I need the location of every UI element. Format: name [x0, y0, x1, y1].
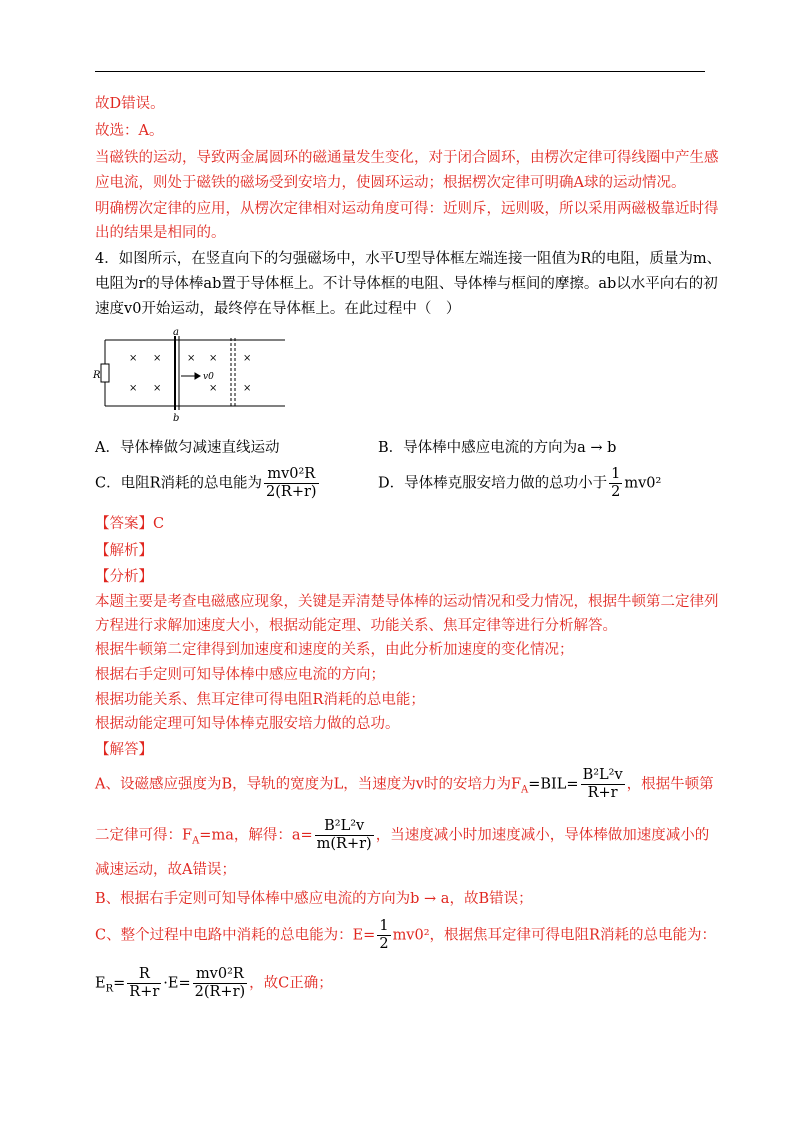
- analysis-line-2: 根据牛顿第二定律得到加速度和速度的关系，由此分析加速度的变化情况；: [95, 642, 574, 658]
- option-d-denominator: 2: [611, 484, 621, 500]
- analysis-line-5: 根据动能定理可知导体棒克服安培力做的总功。: [95, 716, 400, 732]
- solution-c2-f2-num: mv0²R: [193, 966, 248, 984]
- analysis-line-4: 根据功能关系、焦耳定律可得电阻R消耗的总电能；: [95, 692, 425, 708]
- solution-a2-denominator: m(R+r): [316, 836, 372, 852]
- jieda-tag: 【解答】: [95, 742, 153, 758]
- solution-a-denominator: R+r: [587, 785, 618, 801]
- field-cross: ×: [209, 383, 218, 394]
- field-cross: ×: [243, 353, 252, 364]
- solution-c2-eq: =: [113, 975, 126, 992]
- prev-line-1: 故D错误。: [95, 96, 165, 112]
- answer-tag: 【答案】: [95, 516, 153, 532]
- option-c-denominator: 2(R+r): [266, 484, 317, 500]
- label-v0: v0: [203, 372, 214, 382]
- field-cross: ×: [187, 353, 196, 364]
- analysis-line-3: 根据右手定则可知导体棒中感应电流的方向；: [95, 667, 385, 683]
- solution-c-half-num: 1: [379, 918, 389, 934]
- solution-c-text: C、整个过程中电路中消耗的总电能为：E=: [95, 927, 376, 944]
- solution-a-eq: =BIL=: [528, 776, 579, 793]
- field-cross: ×: [243, 383, 252, 394]
- solution-a-numerator: B²L²v: [582, 767, 623, 783]
- option-d-tail: mv0²: [624, 475, 662, 492]
- solution-c2-mid: ·E=: [163, 975, 191, 992]
- solution-c-half-den: 2: [379, 936, 389, 952]
- solution-c2-sub: R: [105, 983, 114, 995]
- option-d-text: D．导体棒克服安培力做的总功小于: [378, 475, 608, 492]
- label-b: b: [173, 413, 180, 424]
- question-line-2: 电阻为r的导体棒ab置于导体框上。不计导体框的电阻、导体棒与框间的摩擦。ab以水平向右的初: [95, 276, 718, 292]
- solution-a2-numerator: B²L²v: [315, 818, 374, 836]
- solution-b-line: B、根据右手定则可知导体棒中感应电流的方向为b → a，故B错误；: [95, 891, 533, 907]
- label-a: a: [173, 327, 179, 338]
- solution-c-tail: mv0²，根据焦耳定律可得电阻R消耗的总电能为：: [392, 927, 716, 944]
- label-R: R: [93, 370, 101, 381]
- solution-c-line-2: [95, 966, 333, 1001]
- prev-line-2: 故选：A。: [95, 123, 164, 139]
- solution-a-tail: ，根据牛顿第: [626, 776, 714, 793]
- field-cross: ×: [153, 353, 162, 364]
- option-d-numerator: 1: [611, 466, 621, 482]
- field-cross: ×: [129, 383, 138, 394]
- solution-c2-tail: ，故C正确；: [249, 975, 333, 992]
- answer-value: C: [153, 516, 165, 532]
- solution-a-text: A、设磁感应强度为B，导轨的宽度为L，当速度为v时的安培力为F: [95, 776, 522, 793]
- solution-c2-f1-den: R+r: [129, 984, 160, 1000]
- option-c: [95, 466, 321, 501]
- option-d: [378, 466, 661, 501]
- circuit-diagram: [95, 328, 290, 423]
- option-c-text: C．电阻R消耗的总电能为: [95, 475, 263, 492]
- prev-analysis-1b: 应电流，则处于磁铁的磁场受到安培力，使圆环运动；根据楞次定律可明确A球的运动情况。: [95, 175, 686, 191]
- solution-a2-text: 二定律可得：F: [95, 827, 193, 844]
- solution-a-line-2: 二定律可得：$F_A=ma$，解得：a= $\frac{\text{B²L²v}}{m(R+r)}$ ，当速度减小时加速度减小，导体棒做加速度减小的: [95, 818, 710, 852]
- fenxi-tag: 【分析】: [95, 569, 153, 585]
- header-rule: [95, 71, 705, 72]
- solution-c2-f1-num: R: [127, 966, 161, 984]
- option-a: A．导体棒做匀减速直线运动: [95, 440, 280, 456]
- answer-line: [95, 514, 164, 534]
- solution-a2-mid: =ma，解得：a=: [199, 827, 313, 844]
- analysis-line-1a: 本题主要是考查电磁感应现象，关键是弄清楚导体棒的运动情况和受力情况，根据牛顿第二定律列: [95, 594, 719, 610]
- analysis-line-1b: 方程进行求解加速度大小，根据动能定理、功能关系、焦耳定律等进行分析解答。: [95, 618, 617, 634]
- prev-analysis-1a: 当磁铁的运动，导致两金属圆环的磁通量发生变化，对于闭合圆环，由楞次定律可得线圈中产生感: [95, 150, 719, 166]
- solution-c-line-1: [95, 918, 716, 953]
- solution-a-line-1: A、设磁感应强度为B，导轨的宽度为L，当速度为v时的安培力为$F_A=BIL=$ $\frac{\text{B²L²v}}{R+r}$ ，根据牛顿第: [95, 767, 714, 801]
- question-line-3: 速度v0开始运动，最终停在导体框上。在此过程中（ ）: [95, 301, 461, 317]
- solution-c2-er: E: [95, 975, 106, 992]
- field-cross: ×: [129, 353, 138, 364]
- solution-a-line-3: 减速运动，故A错误；: [95, 862, 236, 878]
- option-b: B．导体棒中感应电流的方向为a → b: [378, 440, 617, 456]
- solution-c2-f2-den: 2(R+r): [194, 984, 246, 1000]
- solution-a2-tail: ，当速度减小时加速度减小，导体棒做加速度减小的: [375, 827, 710, 844]
- jiexi-tag: 【解析】: [95, 543, 153, 559]
- field-cross: ×: [153, 383, 162, 394]
- field-cross: ×: [209, 353, 218, 364]
- option-c-numerator: mv0²R: [264, 466, 319, 484]
- prev-analysis-2b: 出的结果是相同的。: [95, 225, 226, 241]
- prev-analysis-2a: 明确楞次定律的应用，从楞次定律相对运动角度可得：近则斥，远则吸，所以采用两磁极靠近时得: [95, 201, 719, 217]
- question-line-1: 4．如图所示，在竖直向下的匀强磁场中，水平U型导体框左端连接一阻值为R的电阻，质量为m、: [95, 251, 722, 267]
